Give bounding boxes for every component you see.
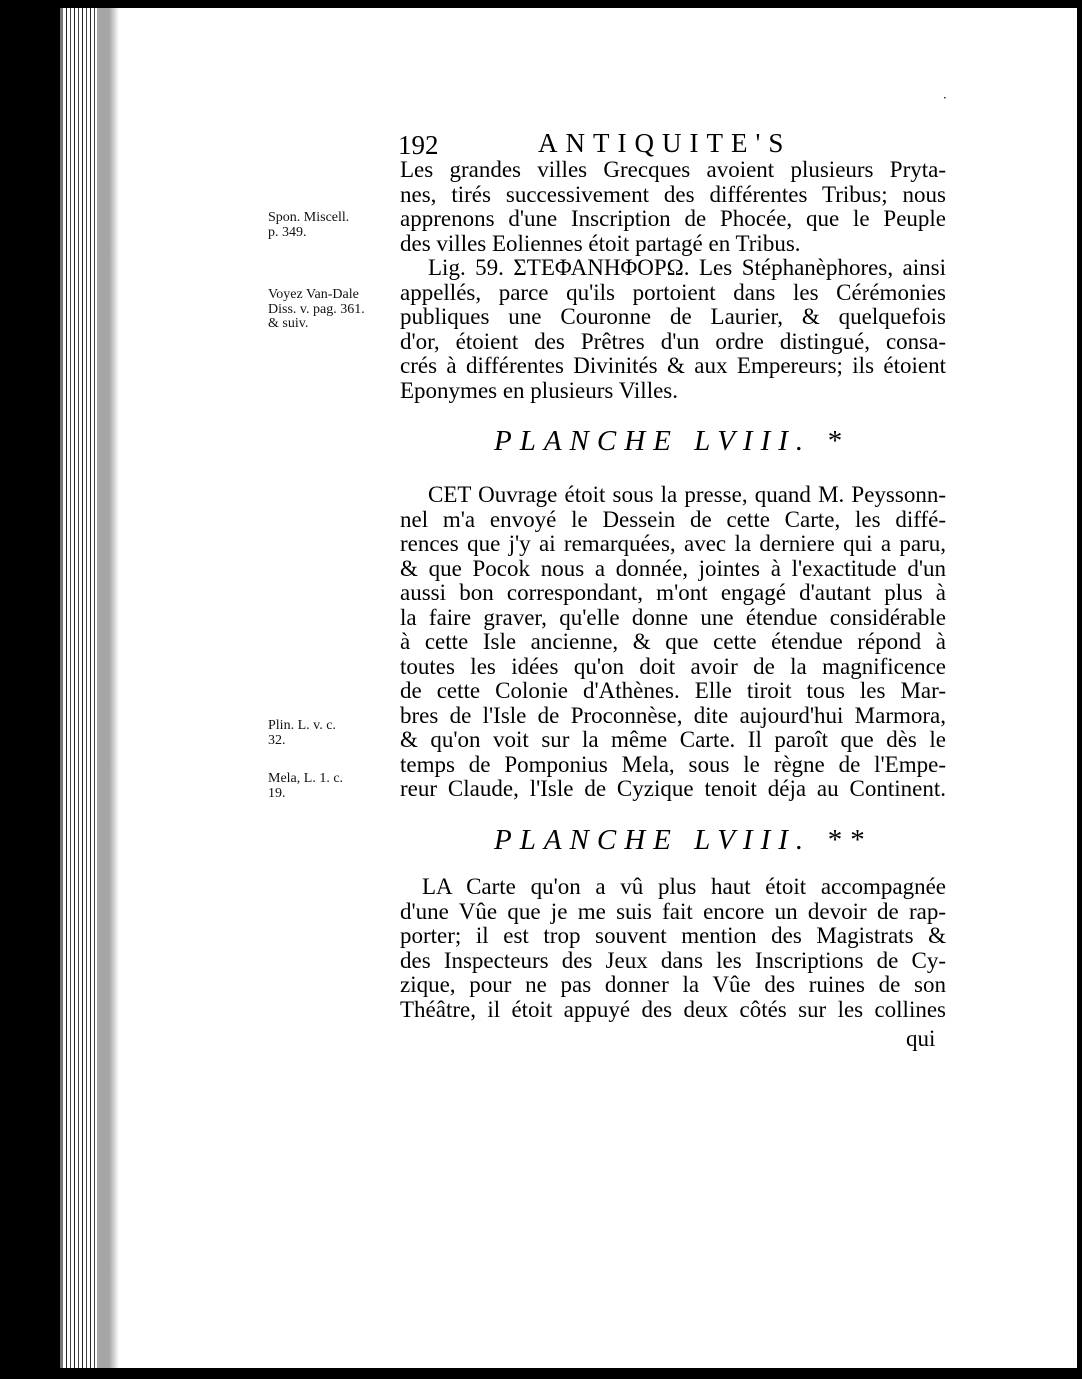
text-line: Théâtre, il étoit appuyé des deux côtés sur les collines: [400, 996, 946, 1022]
margin-note-line: Plin. L. v. c.: [268, 718, 336, 733]
margin-note-line: p. 349.: [268, 224, 307, 240]
text-line: porter; il est trop souvent mention des Magistrats &: [400, 923, 946, 948]
running-head: ANTIQUITE'S: [538, 128, 792, 158]
text-line: temps de Pomponius Mela, sous le règne de l'Empe-: [400, 751, 946, 777]
text-line: d'une Vûe que je me suis fait encore un devoir de rap-: [400, 898, 946, 924]
page-number: 192: [398, 130, 439, 160]
text-line: CET Ouvrage étoit sous la presse, quand M. Peyssonn-: [428, 482, 946, 507]
margin-note-line: Voyez Van-Dale: [268, 287, 359, 302]
text-line: nel m'a envoyé le Dessein de cette Carte, les diffé-: [400, 506, 946, 532]
text-line: des Inspecteurs des Jeux dans les Inscriptions de Cy-: [400, 947, 946, 973]
ink-speck: ·: [943, 91, 947, 105]
margin-note: [268, 288, 393, 332]
text-line: & qu'on voit sur la même Carte. Il paroît que dès le: [400, 727, 946, 752]
margin-note: [268, 772, 393, 801]
margin-note-line: Spon. Miscell.: [268, 210, 350, 225]
text-line: bres de l'Isle de Proconnèse, dite aujourd'hui Marmora,: [400, 702, 946, 728]
margin-note-line: Mela, L. 1. c.: [268, 771, 344, 786]
margin-note: [268, 211, 393, 240]
text-line: aussi bon correspondant, m'ont engagé d'autant plus à: [400, 580, 946, 605]
text-line: toutes les idées qu'on doit avoir de la magnificence: [400, 653, 946, 679]
paragraph-block: [400, 875, 946, 1022]
text-line: Lig. 59. ΣΤΕΦΑΝΗΦΟΡΩ. Les Stéphanèphores, ainsi: [428, 255, 946, 280]
margin-note-line: Diss. v. pag. 361.: [268, 301, 365, 317]
page-gutter: [63, 8, 97, 1368]
text-line: d'or, étoient des Prêtres d'un ordre distingué, consa-: [400, 328, 946, 354]
margin-note-line: & suiv.: [268, 316, 309, 331]
text-line: apprenons d'une Inscription de Phocée, que le Peuple: [400, 206, 946, 231]
text-line: appellés, parce qu'ils portoient dans les Cérémonies: [400, 279, 946, 305]
text-line: la faire graver, qu'elle donne une étendue considérable: [400, 604, 946, 630]
text-line: rences que j'y ai remarquées, avec la derniere qui a paru,: [400, 531, 946, 556]
catchword: qui: [906, 1026, 936, 1051]
text-line: des villes Eoliennes étoit partagé en Tribus.: [400, 230, 801, 256]
text-line: LA Carte qu'on a vû plus haut étoit accompagnée: [422, 874, 946, 899]
margin-note: [268, 719, 393, 748]
text-line: nes, tirés successivement des différentes Tribus; nous: [400, 181, 946, 207]
section-heading: PLANCHE LVIII. *: [494, 425, 849, 457]
paragraph-block: [400, 158, 946, 403]
section-heading: PLANCHE LVIII. **: [494, 824, 872, 856]
margin-note-line: 32.: [268, 732, 286, 748]
text-line: & que Pocok nous a donnée, jointes à l'exactitude d'un: [400, 555, 946, 581]
text-line: Les grandes villes Grecques avoient plusieurs Pryta-: [400, 157, 946, 182]
text-line: publiques une Couronne de Laurier, & quelquefois: [400, 304, 946, 329]
text-line: Eponymes en plusieurs Villes.: [400, 377, 678, 403]
text-line: de cette Colonie d'Athènes. Elle tiroit tous les Mar-: [400, 678, 946, 703]
text-line: à cette Isle ancienne, & que cette étendue répond à: [400, 629, 946, 654]
text-line: reur Claude, l'Isle de Cyzique tenoit déja au Continent.: [400, 776, 946, 801]
paragraph-block: [400, 483, 946, 802]
text-line: zique, pour ne pas donner la Vûe des ruines de son: [400, 972, 946, 997]
margin-note-line: 19.: [268, 785, 286, 801]
binding-shadow: [97, 8, 119, 1368]
text-line: crés à différentes Divinités & aux Empereurs; ils étoient: [400, 353, 946, 378]
